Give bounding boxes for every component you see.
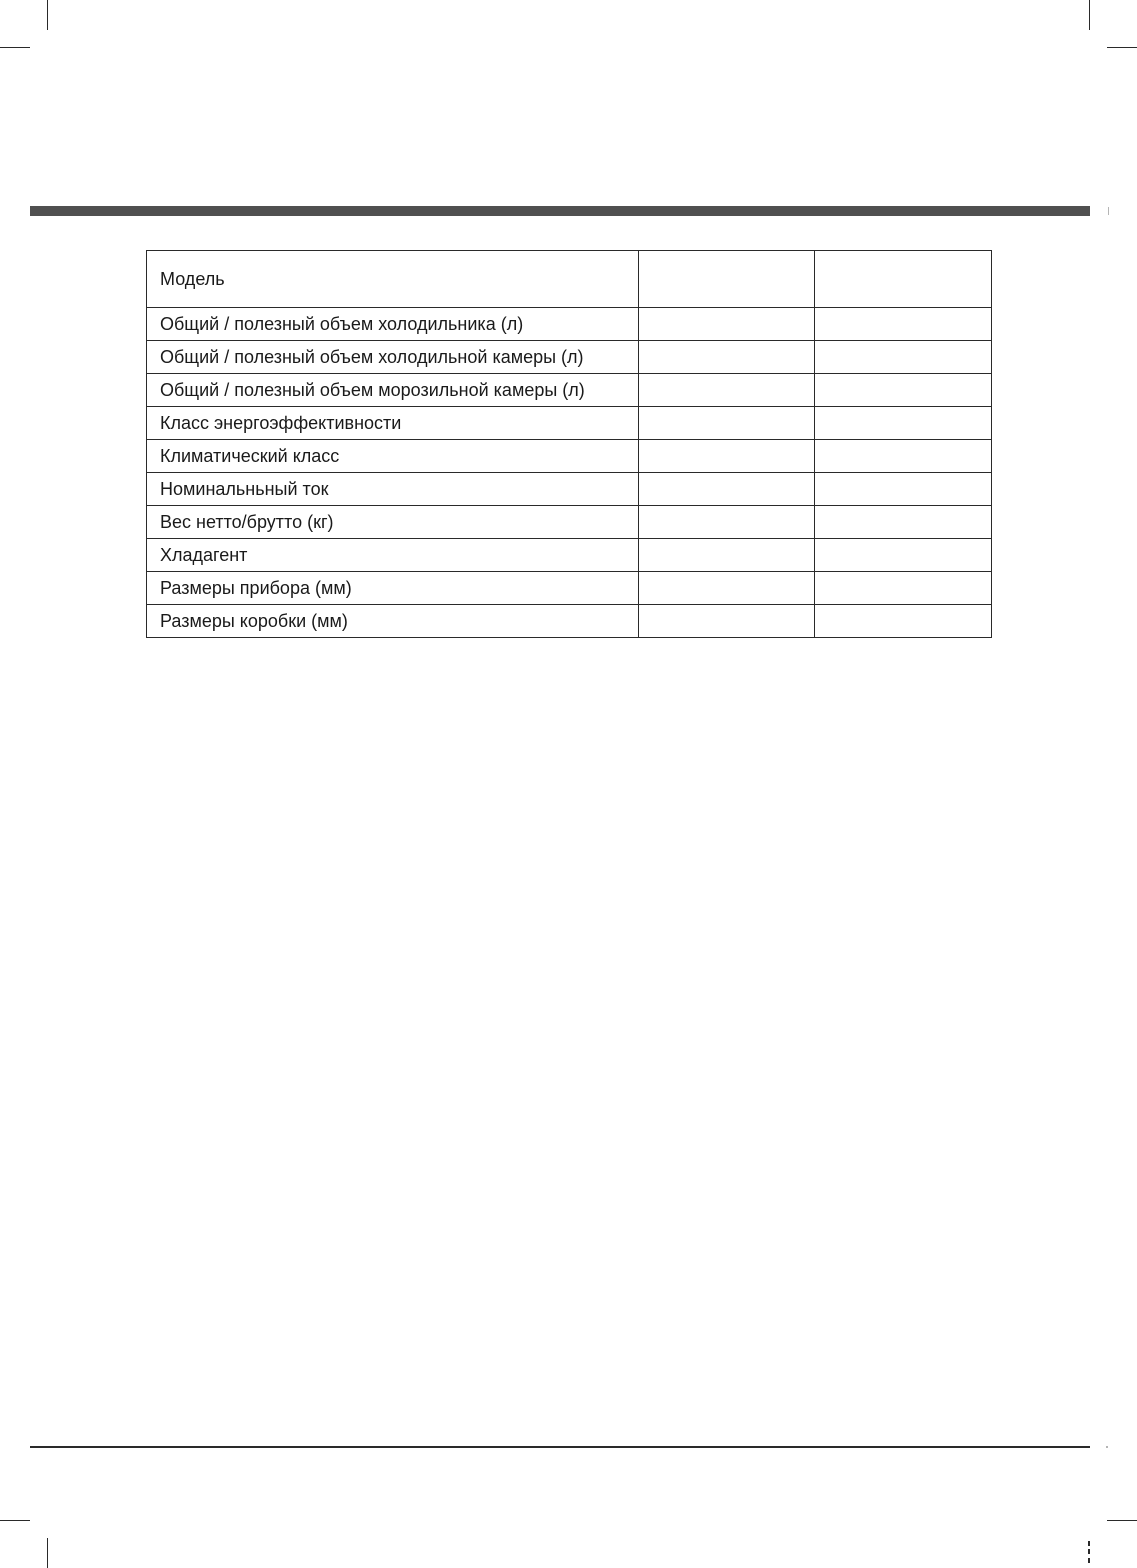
footer-rule (30, 1446, 1090, 1448)
model-name-cell (815, 251, 992, 308)
crop-mark-top-right-vertical (1089, 0, 1090, 30)
value-cell (815, 440, 992, 473)
value-cell (639, 308, 815, 341)
model-name-cell (639, 251, 815, 308)
crop-mark-bottom-right-dot-1 (1088, 1541, 1090, 1546)
model-label: Модель (147, 251, 639, 308)
table-row (147, 440, 992, 473)
crop-mark-bottom-right-dot-2 (1088, 1549, 1090, 1554)
table-row (147, 506, 992, 539)
value-cell (639, 341, 815, 374)
value-cell (815, 308, 992, 341)
table-row (147, 605, 992, 638)
value-cell (639, 407, 815, 440)
row-label: Общий / полезный объем холодильной камеры (л) (147, 341, 639, 374)
row-label: Размеры коробки (мм) (147, 605, 639, 638)
table-row (147, 308, 992, 341)
row-label: Номинальньный ток (147, 473, 639, 506)
crop-mark-top-right-horizontal (1107, 47, 1137, 48)
value-cell (815, 572, 992, 605)
crop-mark-bottom-right-dot-3 (1088, 1558, 1090, 1563)
value-cell (639, 374, 815, 407)
value-cell (639, 506, 815, 539)
crop-mark-bottom-left-vertical (47, 1538, 48, 1568)
crop-mark-bottom-right-horizontal (1107, 1520, 1137, 1521)
value-cell (639, 572, 815, 605)
value-cell (815, 374, 992, 407)
value-cell (815, 407, 992, 440)
value-cell (815, 473, 992, 506)
value-cell (815, 341, 992, 374)
value-cell (639, 539, 815, 572)
value-cell (815, 605, 992, 638)
spec-table (146, 250, 992, 638)
table-row (147, 572, 992, 605)
crop-mark-top-left-horizontal (0, 47, 30, 48)
row-label: Класс энергоэффективности (147, 407, 639, 440)
table-row (147, 473, 992, 506)
value-cell (639, 440, 815, 473)
footer-rule-tick (1106, 1446, 1108, 1448)
row-label: Вес нетто/брутто (кг) (147, 506, 639, 539)
header-rule-tick (1108, 207, 1109, 215)
row-label: Общий / полезный объем холодильника (л) (147, 308, 639, 341)
crop-mark-bottom-left-horizontal (0, 1520, 30, 1521)
table-row (147, 539, 992, 572)
value-cell (639, 473, 815, 506)
row-label: Размеры прибора (мм) (147, 572, 639, 605)
row-label: Общий / полезный объем морозильной камеры (л) (147, 374, 639, 407)
row-label: Хладагент (147, 539, 639, 572)
crop-mark-top-left-vertical (47, 0, 48, 30)
value-cell (815, 506, 992, 539)
table-header-row (147, 251, 992, 308)
value-cell (815, 539, 992, 572)
table-row (147, 341, 992, 374)
table-row (147, 374, 992, 407)
row-label: Климатический класс (147, 440, 639, 473)
header-rule (30, 206, 1090, 216)
table-row (147, 407, 992, 440)
value-cell (639, 605, 815, 638)
